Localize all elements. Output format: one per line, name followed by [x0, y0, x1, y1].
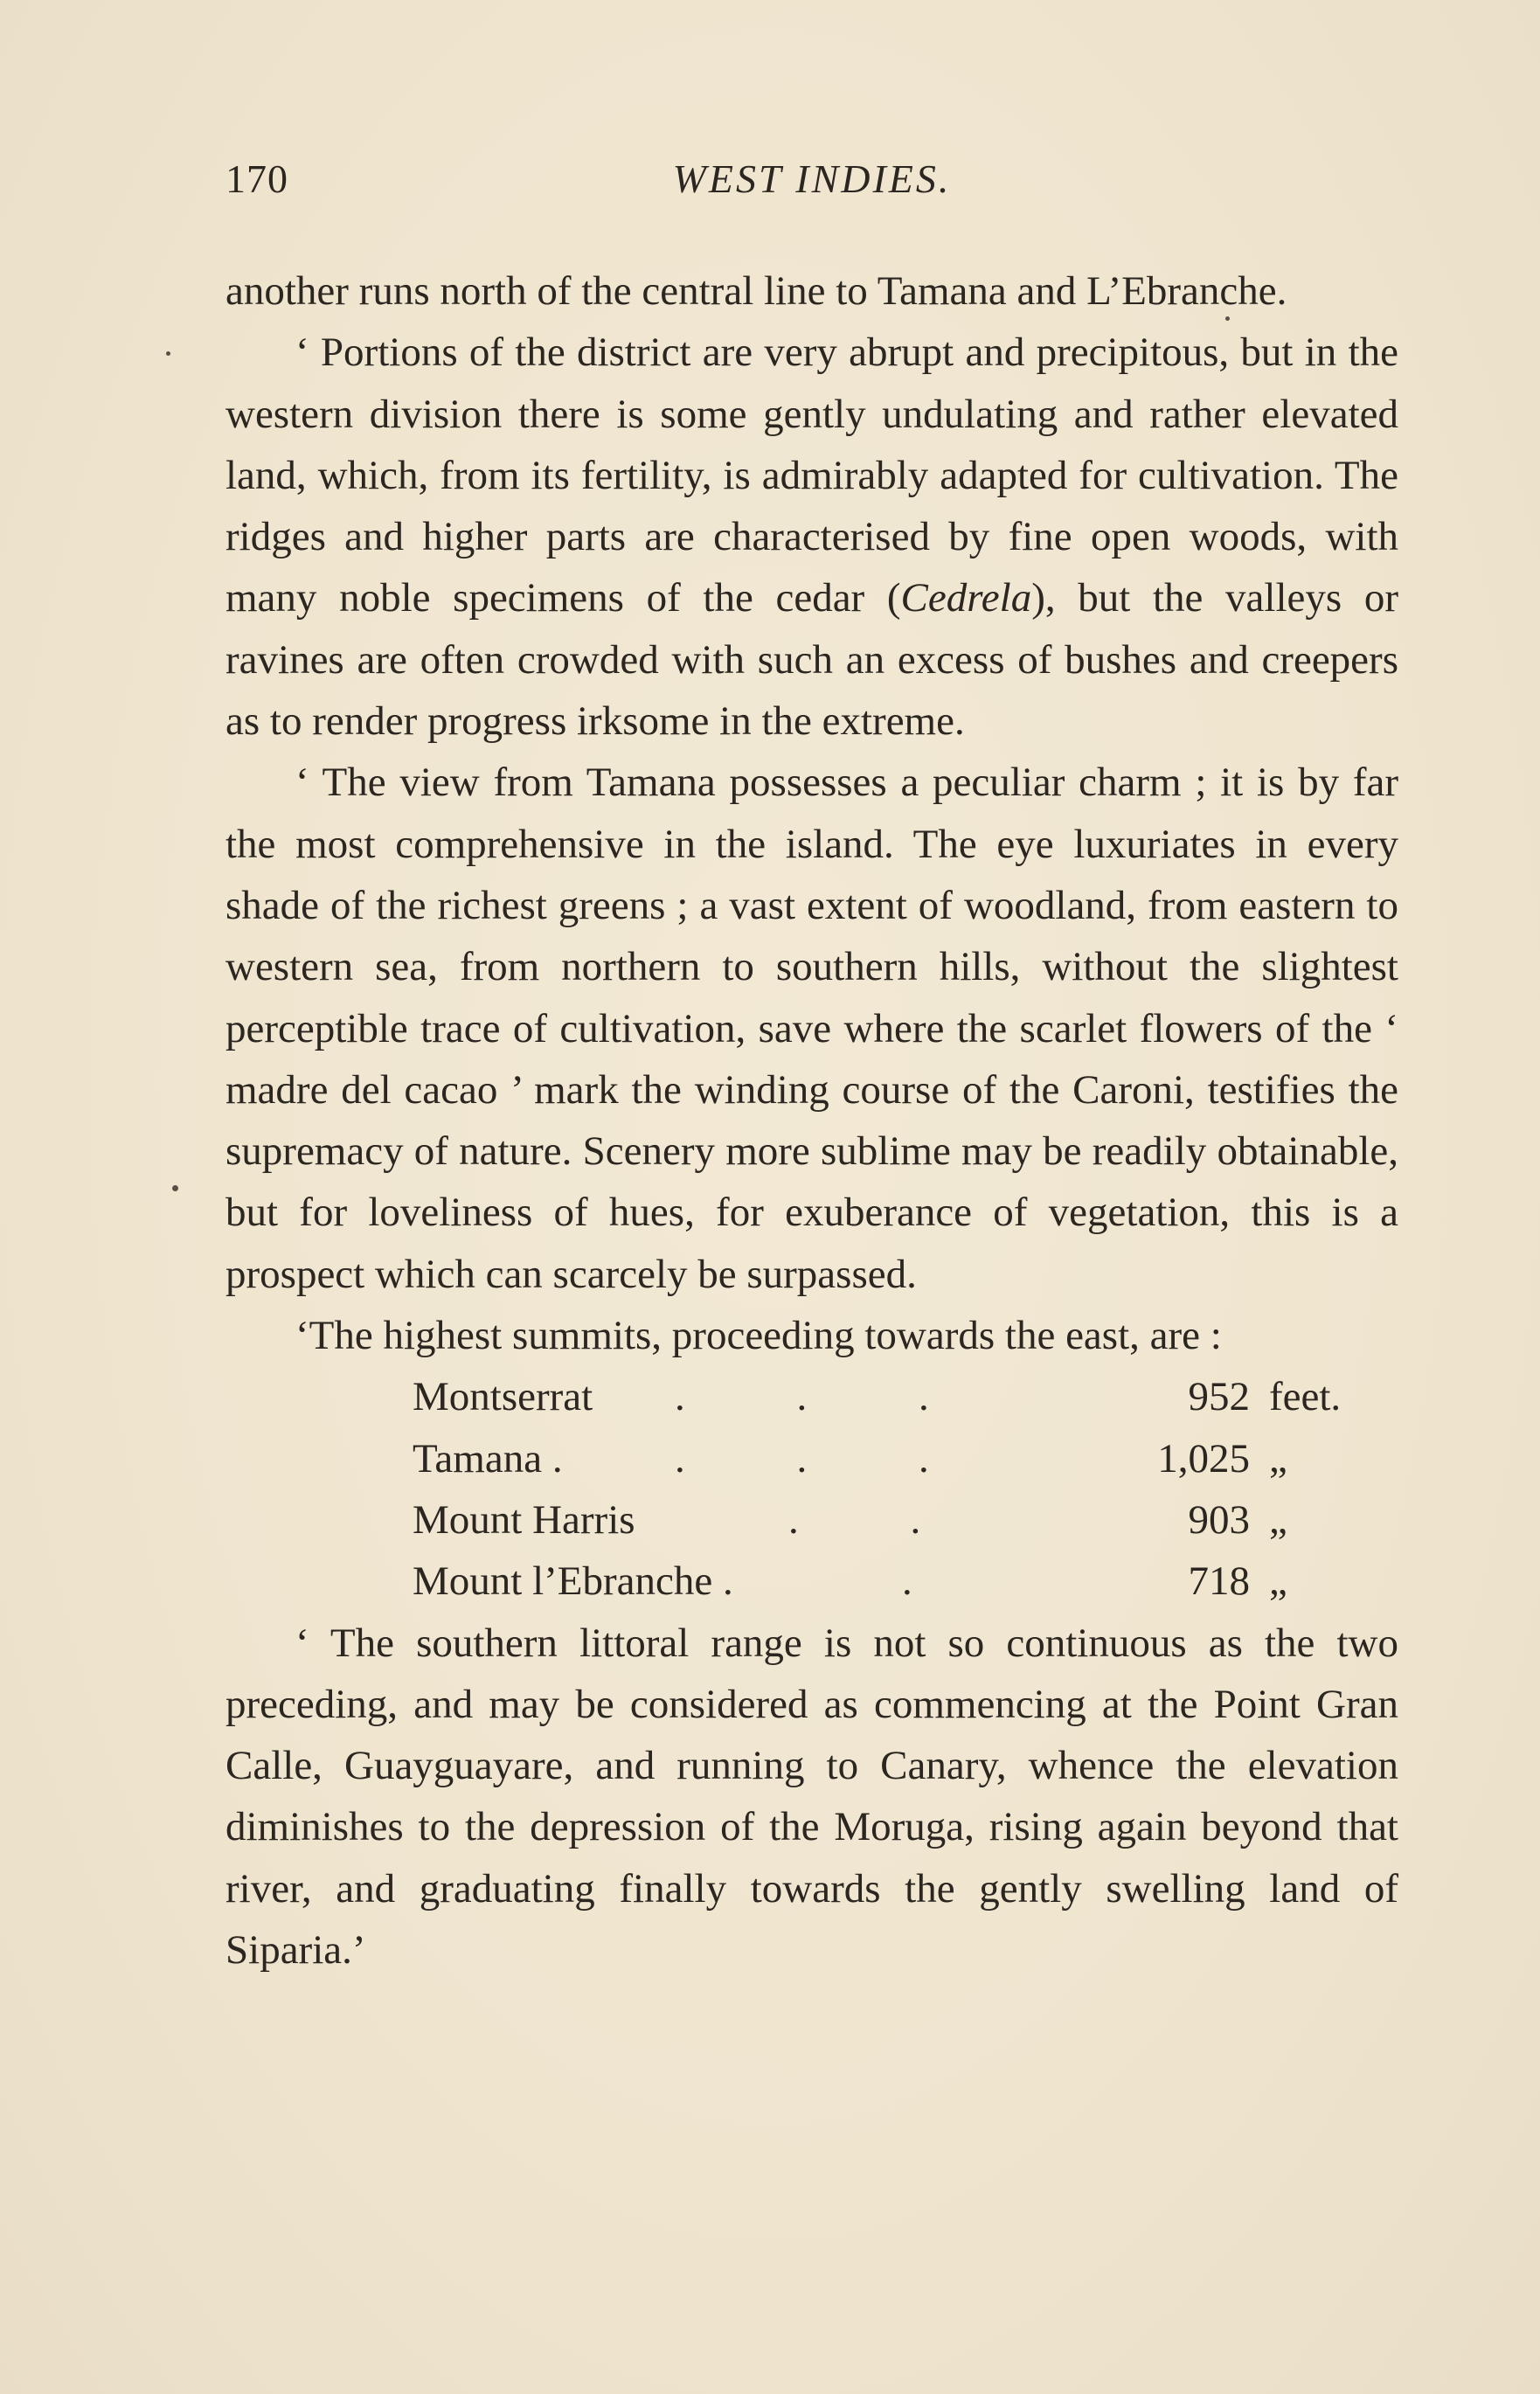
paragraph-portions-text-b: ), but the valleys or ravines are often crowded with such an excess of bushes and creepers as to render progress irksome in the extreme.: [225, 575, 1398, 745]
leader-dots: .: [902, 1558, 963, 1605]
leader-dots: . . .: [675, 1374, 980, 1420]
summit-unit: „: [1269, 1558, 1287, 1605]
summit-row: [413, 1489, 1398, 1551]
margin-speck: [166, 351, 170, 356]
summit-unit: feet.: [1269, 1374, 1342, 1420]
paragraph-continuation: another runs north of the central line to Tamana and L’Ebranche.: [225, 268, 1287, 314]
summit-name: Mount l’Ebranche .: [413, 1558, 733, 1605]
summit-name: Montserrat: [413, 1374, 593, 1420]
summit-name: Mount Harris: [413, 1496, 635, 1543]
leader-dots: . .: [788, 1496, 972, 1543]
summit-unit: „: [1269, 1496, 1287, 1543]
summit-row: [413, 1366, 1398, 1427]
paragraph-southern-range: ‘ The southern littoral range is not so continuous as the two preceding, and may be considered as commencing at the Point Gran Calle, Guayguayare, and running to Canary, whence the elevation diminishes to the depression of the Moruga, rising again beyond that river, and graduating finally towards the gently swelling land of Siparia.’: [225, 1620, 1398, 1974]
running-head: WEST INDIES.: [672, 156, 952, 201]
summit-height: 903: [1188, 1496, 1250, 1543]
summit-row: [413, 1551, 1398, 1612]
summit-name: Tamana .: [413, 1435, 563, 1482]
paragraph-summits-intro: ‘The highest summits, proceeding towards the east, are :: [295, 1313, 1222, 1359]
summit-unit: „: [1269, 1435, 1287, 1482]
summit-height: 952: [1188, 1374, 1250, 1420]
body-text: [225, 260, 1398, 1981]
summit-height: 718: [1188, 1558, 1250, 1605]
paragraph-tamana-view: ‘ The view from Tamana possesses a peculiar charm ; it is by far the most comprehensive in the island. The eye luxuriates in every shade of the richest greens ; a vast extent of woodland, from eastern to western sea, from northern to southern hills, without the slightest perceptible trace of cultivation, save where the scarlet flowers of the ‘ madre del cacao ’ mark the winding course of the Caroni, testifies the supremacy of nature. Scenery more sublime may be readily obtainable, but for loveliness of hues, for exuberance of vegetation, this is a prospect which can scarcely be surpassed.: [225, 760, 1398, 1297]
leader-dots: . . .: [675, 1435, 980, 1482]
page-header: [225, 156, 1398, 208]
margin-speck: [172, 1185, 178, 1191]
summit-height: 1,025: [1157, 1435, 1250, 1482]
cedrela-italic: Cedrela: [900, 575, 1032, 621]
page-number: 170: [225, 156, 288, 201]
summit-row: [413, 1428, 1398, 1489]
summit-heights-table: [225, 1366, 1398, 1612]
paragraph-portions: [225, 322, 1398, 752]
paragraph-portions-text-a: ‘ Portions of the district are very abrupt and precipitous, but in the western division there is some gently undulating and rather elevated land, which, from its fertility, is admirably adapted for cultivation. The ridges and higher parts are characterised by fine open woods, with many noble specimens of the cedar (: [225, 330, 1398, 621]
margin-speck: [1225, 316, 1230, 321]
